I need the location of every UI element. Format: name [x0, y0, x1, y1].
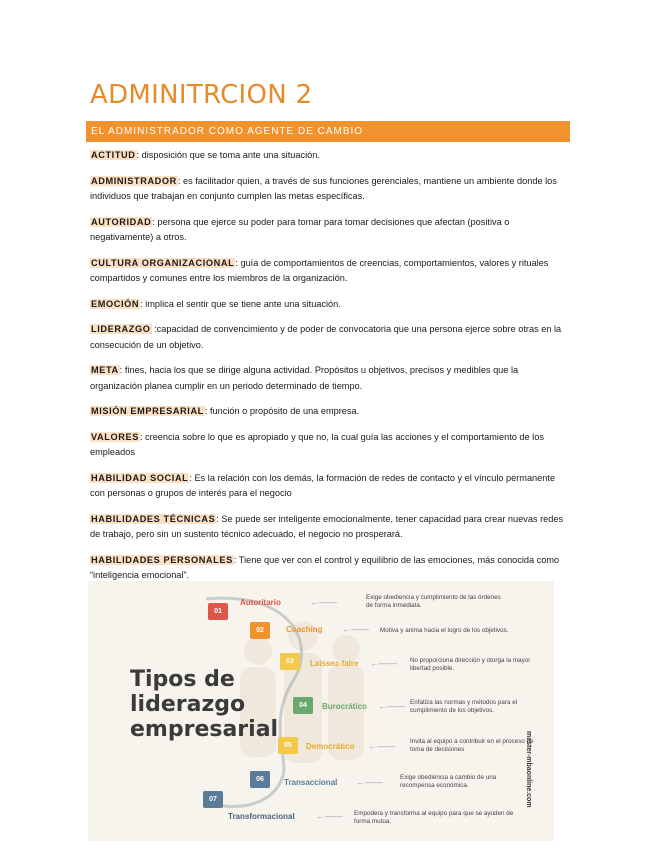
step-number-badge: 05: [278, 737, 298, 754]
step-description: Empodera y transforma al equipo para que se ayuden de forma mutua.: [354, 810, 514, 825]
definition-term: AUTORIDAD: [91, 216, 152, 227]
definition-item: [90, 471, 570, 502]
definition-separator: :: [189, 472, 195, 483]
arrow-icon: ←——: [370, 658, 397, 668]
arrow-icon: ←——: [378, 701, 405, 711]
step-type: Transaccional: [284, 778, 338, 787]
definition-separator: :: [235, 257, 241, 268]
definition-term: LIDERAZGO: [91, 324, 151, 334]
definition-term: HABILIDAD SOCIAL: [91, 472, 189, 483]
step-description: Exige obediencia y cumplimiento de las órdenes de forma inmediata.: [366, 594, 501, 609]
definition-term: META: [91, 365, 119, 375]
infographic-title-line: empresarial: [130, 717, 279, 742]
definition-text: implica el sentir que se tiene ante una situación.: [145, 298, 341, 309]
definition-item: [90, 430, 570, 461]
definition-text: fines, hacia los que se dirige alguna actividad. Propósitos u objetivos, precisos y medibles que la organización planea cumplir en un periodo determinado de tiempo.: [90, 365, 519, 391]
definition-separator: :: [204, 406, 210, 416]
definition-term: HABILIDADES TÉCNICAS: [91, 513, 216, 524]
definition-term: VALORES: [91, 431, 139, 442]
definition-item: [90, 148, 570, 164]
arrow-icon: ←——: [342, 624, 369, 634]
section-banner: EL ADMINISTRADOR COMO AGENTE DE CAMBIO: [86, 121, 570, 142]
definition-item: [90, 215, 570, 246]
definition-text: creencia sobre lo que es apropiado y que no, la cual guía las acciones y el comportamiento de los empleados: [90, 431, 544, 457]
definitions-list: [90, 148, 570, 594]
step-description: No proporciona dirección y otorga la mayor libertad posible.: [410, 657, 531, 672]
step-number-badge: 07: [203, 791, 223, 808]
definition-term: ADMINISTRADOR: [91, 175, 177, 186]
definition-text: capacidad de convencimiento y de poder de convocatoria que una persona ejerce sobre otras en la consecución de un objetivo.: [90, 324, 562, 350]
step-number-badge: 03: [280, 653, 300, 670]
step-description: Exige obediencia a cambio de una recompensa económica.: [400, 774, 497, 789]
step-type: Transformacional: [228, 812, 295, 821]
definition-item: [90, 553, 570, 584]
step-description: Enfatiza las normas y métodos para el cumplimiento de los objetivos.: [410, 699, 518, 714]
definition-text: función o propósito de una empresa.: [210, 406, 360, 416]
definition-item: [90, 512, 570, 543]
definition-text: es facilitador quien, a través de sus funciones gerenciales, mantiene un ambiente donde los individuos que trabajan en conjunto cumplen las metas específicas.: [90, 175, 557, 201]
definition-text: Se puede ser inteligente emocionalmente, tener capacidad para crear nuevas redes de trabajo, pero sin un sustento técnico adecuado, el negocio no prosperará.: [90, 513, 564, 539]
definition-term: HABILIDADES PERSONALES: [91, 554, 233, 565]
step-type: Coaching: [286, 625, 323, 634]
definition-text: disposición que se toma ante una situación.: [141, 150, 320, 160]
definition-separator: :: [177, 175, 183, 186]
definition-text: Tiene que ver con el control y equilibrio de las emociones, más conocida como “inteligencia emocional”.: [90, 554, 560, 580]
step-number-badge: 04: [293, 697, 313, 714]
definition-separator: :: [152, 216, 158, 227]
step-number-badge: 02: [250, 622, 270, 639]
step-description: Invita al equipo a contribuir en el proceso de toma de decisiones: [410, 738, 534, 753]
step-type: Burocrático: [322, 702, 367, 711]
definition-separator: :: [119, 365, 125, 375]
infographic-title: [130, 667, 278, 742]
definition-term: ACTITUD: [91, 150, 136, 160]
arrow-icon: ←——: [316, 811, 343, 821]
source-website: master-mbaonline.com: [525, 731, 532, 808]
definition-item: [90, 322, 570, 353]
step-number-badge: 06: [250, 771, 270, 788]
leadership-types-infographic: [88, 581, 554, 841]
page-title: ADMINITRCION 2: [90, 80, 313, 110]
step-type: Autoritario: [240, 598, 281, 607]
definition-term: CULTURA ORGANIZACIONAL: [91, 257, 235, 268]
definition-separator: :: [151, 324, 157, 334]
definition-item: [90, 404, 570, 420]
definition-item: [90, 363, 570, 394]
definition-item: [90, 256, 570, 287]
infographic-title-line: Tipos de: [130, 667, 235, 692]
step-type: Laissez-faire: [310, 659, 359, 668]
definition-separator: :: [136, 150, 142, 160]
definition-separator: :: [139, 431, 146, 442]
step-type: Democrático: [306, 742, 355, 751]
infographic-title-line: liderazgo: [130, 692, 246, 717]
step-description: Motiva y anima hacia el logro de los objetivos.: [380, 627, 509, 634]
arrow-icon: ←——: [310, 597, 337, 607]
definition-separator: :: [140, 298, 146, 309]
definition-item: [90, 297, 570, 313]
definition-term: MISIÓN EMPRESARIAL: [91, 406, 204, 416]
step-number-badge: 01: [208, 603, 228, 620]
definition-text: guía de comportamientos de creencias, comportamientos, valores y rituales compartidos y comunes entre los miembros de la organización.: [90, 257, 549, 283]
definition-separator: :: [233, 554, 239, 565]
arrow-icon: ←——: [356, 777, 383, 787]
definition-separator: :: [216, 513, 222, 524]
arrow-icon: ←——: [368, 741, 395, 751]
definition-text: Es la relación con los demás, la formación de redes de contacto y el vínculo permanente con personas o grupos de interés para el negocio: [90, 472, 556, 498]
definition-text: persona que ejerce su poder para tomar para tomar decisiones que afectan (positiva o negativamente) a otros.: [90, 216, 510, 242]
definition-item: [90, 174, 570, 205]
definition-term: EMOCIÓN: [91, 298, 140, 309]
